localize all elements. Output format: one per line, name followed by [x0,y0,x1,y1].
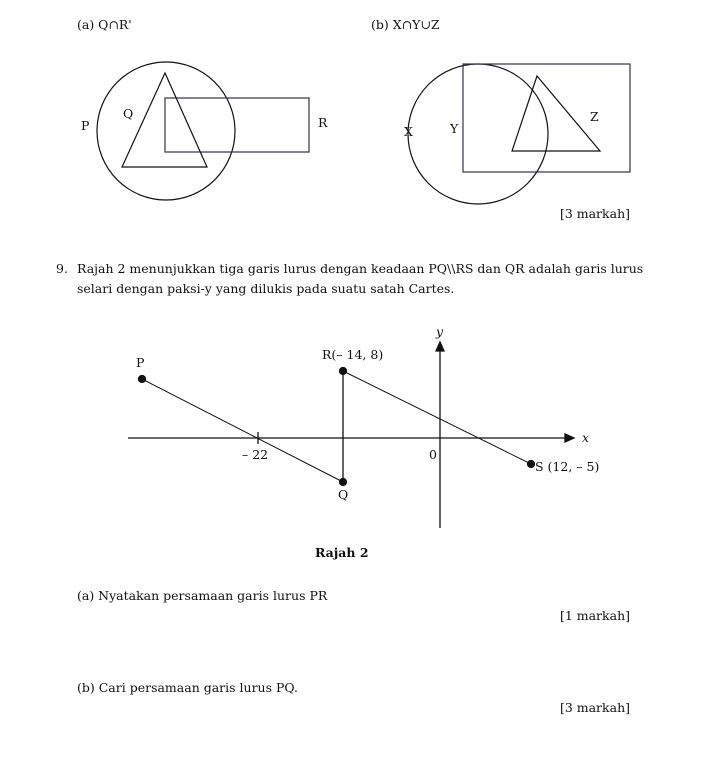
sub-question-a-marks: [1 markah] [559,608,630,623]
label-x: X [404,124,413,139]
y-axis-arrow [436,342,444,351]
set-z-triangle [512,76,600,151]
point-q-label: Q [338,487,349,502]
venn-diagram-b [408,64,630,204]
set-r-rectangle [165,98,309,152]
label-p: P [81,118,90,133]
point-r-label: R(– 14, 8) [322,347,384,362]
line-rs [343,371,531,464]
tick-label: – 22 [242,447,269,462]
question-text-line-2: selari dengan paksi-y yang dilukis pada suatu satah Cartes. [77,281,455,296]
marks-label: [3 markah] [559,206,630,221]
cartesian-diagram [128,342,574,528]
sub-question-b-marks: [3 markah] [559,700,630,715]
label-z: Z [590,109,599,124]
y-axis-label: y [436,324,444,339]
set-x-circle [408,64,548,204]
origin-label: 0 [429,447,437,462]
sub-question-b: (b) Cari persamaan garis lurus PQ. [77,680,299,695]
label-y: Y [450,121,459,136]
label-r: R [318,115,328,130]
question-text-line-1: Rajah 2 menunjukkan tiga garis lurus dengan keadaan PQ\\RS dan QR adalah garis lurus [77,261,644,276]
point-p-label: P [136,355,145,370]
x-axis-arrow [565,434,574,442]
figure-caption: Rajah 2 [315,545,369,560]
point-s-label: S (12, – 5) [535,459,600,474]
label-q: Q [123,106,134,121]
part-a-label: (a) Q∩R' [77,17,132,32]
sub-question-a: (a) Nyatakan persamaan garis lurus PR [77,588,328,603]
point-s-dot [528,461,535,468]
question-number: 9. [56,261,68,276]
point-p-dot [139,376,146,383]
point-r-dot [340,368,347,375]
part-b-label: (b) X∩Y∪Z [371,17,440,32]
venn-diagram-a [97,62,309,200]
line-pq [142,379,343,482]
set-p-circle [97,62,235,200]
point-q-dot [340,479,347,486]
x-axis-label: x [582,430,590,445]
